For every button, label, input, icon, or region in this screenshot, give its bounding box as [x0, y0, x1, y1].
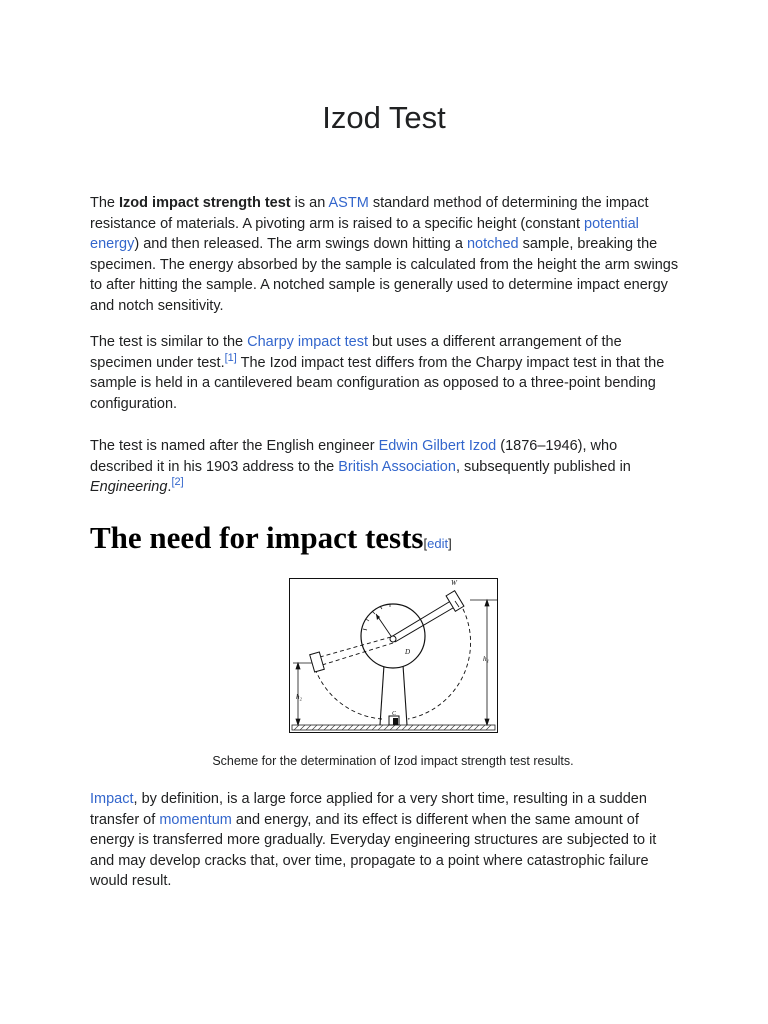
edit-section-link[interactable]: edit — [427, 536, 449, 551]
naming-paragraph — [90, 436, 682, 498]
charpy-impact-test-link[interactable]: Charpy impact test — [247, 334, 369, 350]
british-association-link[interactable]: British Association — [338, 458, 456, 475]
ground-base — [292, 725, 495, 730]
para3-text-3: , subsequently published in — [455, 458, 631, 475]
section-heading-text: The need for impact tests — [90, 520, 424, 555]
intro-text-1: The — [90, 195, 120, 211]
impact-link[interactable]: Impact — [90, 791, 134, 807]
astm-link[interactable]: ASTM — [328, 195, 369, 211]
swing-arc-left — [316, 671, 382, 719]
edwin-gilbert-izod-link[interactable]: Edwin Gilbert Izod — [378, 438, 497, 454]
page-title: Izod Test — [322, 100, 446, 135]
edit-bracket-open: [ — [423, 536, 428, 551]
h2-label: h₂ — [296, 693, 302, 701]
notched-link[interactable]: notched — [466, 236, 519, 253]
para2-text-2: but uses a different arrangement of the specimen under test. — [90, 334, 622, 371]
momentum-link[interactable]: momentum — [159, 811, 232, 828]
para3-text-4: . — [167, 479, 172, 496]
intro-text-5: sample, breaking the specimen. The energy absorbed by the sample is calculated from the height the arm swings to after hitting the sample. A notched sample is generally used to determine impact energy and notch sensitivity. — [90, 236, 679, 314]
d-label: D — [405, 648, 411, 656]
figure-caption: Scheme for the determination of Izod impact strength test results. — [212, 754, 574, 768]
para2-text-1: The test is similar to the — [90, 334, 248, 350]
reference-1-link[interactable]: [1] — [224, 351, 237, 364]
engineering-publication: Engineering — [90, 479, 168, 496]
w-label: W — [451, 579, 457, 587]
reference-2-link[interactable]: [2] — [171, 476, 184, 489]
izod-scheme-figure[interactable] — [289, 578, 498, 733]
specimen — [393, 718, 398, 725]
intro-bold-term: Izod impact strength test — [119, 195, 291, 211]
para3-text-1: The test is named after the English engineer — [90, 438, 379, 454]
intro-text-4: ) and then released. The arm swings down hitting a — [134, 236, 467, 253]
intro-text-2: is an — [290, 195, 329, 211]
c-label: C — [392, 711, 397, 717]
h1-label: h₁ — [483, 655, 489, 663]
para4-text-1: , by definition, is a large force applied for a very short time, resulting in a sudden transfer of — [90, 791, 647, 828]
impact-definition-paragraph — [90, 789, 682, 892]
intro-text-3: standard method of determining the impact resistance of materials. A pivoting arm is raised to a specific height (constant — [90, 195, 649, 232]
hammer-swung — [310, 652, 325, 672]
para3-text-2: (1876–1946), who described it in his 1903 address to the — [90, 438, 618, 475]
para2-text-3: The Izod impact test differs from the Charpy impact test in that the sample is held in a cantilevered beam configuration as opposed to a three-point bending configuration. — [90, 354, 665, 412]
pivot-point — [390, 636, 396, 642]
para4-text-2: and energy, and its effect is different when the same amount of energy is transferred more gradually. Everyday engineering structures are subjected to it and may develop cracks that, over time, propagate to a point where catastrophic failure would result. — [90, 811, 657, 890]
section-heading — [90, 516, 452, 566]
charpy-comparison-paragraph — [90, 332, 682, 414]
intro-paragraph — [90, 193, 682, 317]
edit-bracket-close: ] — [448, 536, 452, 551]
potential-energy-link[interactable]: potential energy — [90, 215, 639, 253]
izod-pendulum-diagram — [290, 579, 497, 732]
edit-section-wrapper — [424, 536, 452, 551]
